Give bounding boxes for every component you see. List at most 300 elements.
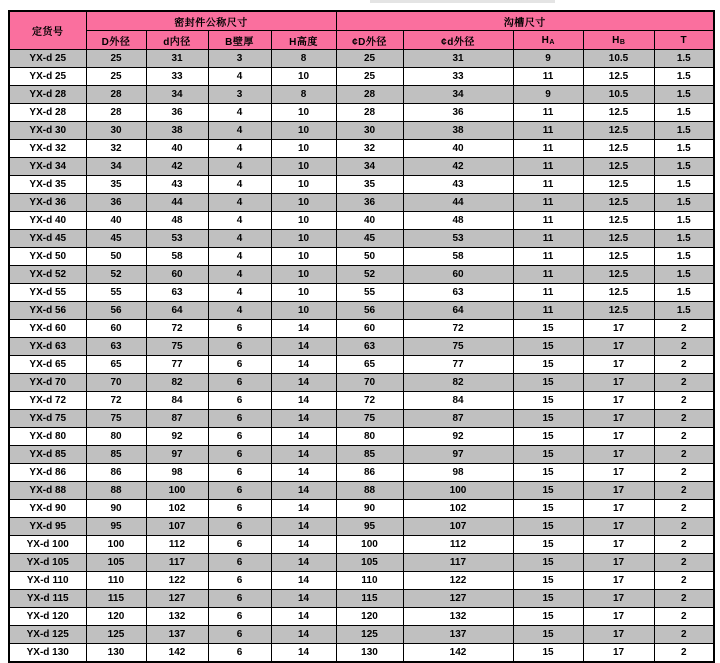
value-cell: 86 — [86, 464, 146, 482]
order-no-cell: YX-d 88 — [9, 482, 86, 500]
value-cell: 107 — [403, 518, 513, 536]
value-cell: 95 — [86, 518, 146, 536]
value-cell: 10 — [271, 104, 336, 122]
header-col-b-thickness: B壁厚 — [208, 31, 271, 50]
value-cell: 34 — [403, 86, 513, 104]
order-no-cell: YX-d 72 — [9, 392, 86, 410]
value-cell: 12.5 — [583, 176, 654, 194]
value-cell: 36 — [146, 104, 208, 122]
value-cell: 100 — [336, 536, 403, 554]
value-cell: 17 — [583, 320, 654, 338]
hb-main: H — [612, 34, 620, 46]
value-cell: 40 — [403, 140, 513, 158]
value-cell: 17 — [583, 572, 654, 590]
order-no-cell: YX-d 125 — [9, 626, 86, 644]
order-no-cell: YX-d 90 — [9, 500, 86, 518]
value-cell: 63 — [336, 338, 403, 356]
value-cell: 137 — [403, 626, 513, 644]
value-cell: 43 — [146, 176, 208, 194]
value-cell: 15 — [513, 626, 583, 644]
table-row — [9, 500, 714, 518]
value-cell: 97 — [403, 446, 513, 464]
value-cell: 44 — [403, 194, 513, 212]
value-cell: 90 — [336, 500, 403, 518]
value-cell: 15 — [513, 338, 583, 356]
value-cell: 15 — [513, 428, 583, 446]
value-cell: 50 — [86, 248, 146, 266]
order-no-cell: YX-d 115 — [9, 590, 86, 608]
value-cell: 34 — [146, 86, 208, 104]
value-cell: 100 — [146, 482, 208, 500]
value-cell: 56 — [336, 302, 403, 320]
value-cell: 58 — [146, 248, 208, 266]
value-cell: 2 — [654, 428, 714, 446]
value-cell: 60 — [336, 320, 403, 338]
order-no-cell: YX-d 25 — [9, 50, 86, 68]
value-cell: 6 — [208, 428, 271, 446]
value-cell: 15 — [513, 374, 583, 392]
value-cell: 14 — [271, 338, 336, 356]
value-cell: 102 — [403, 500, 513, 518]
value-cell: 95 — [336, 518, 403, 536]
value-cell: 60 — [403, 266, 513, 284]
value-cell: 31 — [146, 50, 208, 68]
value-cell: 12.5 — [583, 68, 654, 86]
value-cell: 17 — [583, 590, 654, 608]
value-cell: 6 — [208, 464, 271, 482]
value-cell: 2 — [654, 536, 714, 554]
value-cell: 132 — [403, 608, 513, 626]
table-row — [9, 356, 714, 374]
value-cell: 63 — [146, 284, 208, 302]
table-row — [9, 392, 714, 410]
value-cell: 36 — [403, 104, 513, 122]
value-cell: 14 — [271, 464, 336, 482]
value-cell: 17 — [583, 410, 654, 428]
value-cell: 117 — [146, 554, 208, 572]
value-cell: 12.5 — [583, 104, 654, 122]
value-cell: 4 — [208, 230, 271, 248]
value-cell: 88 — [336, 482, 403, 500]
value-cell: 107 — [146, 518, 208, 536]
header-order-no: 定货号 — [9, 11, 86, 50]
value-cell: 15 — [513, 644, 583, 663]
value-cell: 11 — [513, 284, 583, 302]
value-cell: 14 — [271, 482, 336, 500]
value-cell: 90 — [86, 500, 146, 518]
order-no-cell: YX-d 36 — [9, 194, 86, 212]
value-cell: 1.5 — [654, 158, 714, 176]
value-cell: 87 — [403, 410, 513, 428]
value-cell: 35 — [336, 176, 403, 194]
order-no-cell: YX-d 52 — [9, 266, 86, 284]
value-cell: 42 — [403, 158, 513, 176]
value-cell: 15 — [513, 320, 583, 338]
header-group-row — [9, 11, 714, 31]
value-cell: 17 — [583, 428, 654, 446]
value-cell: 17 — [583, 374, 654, 392]
value-cell: 11 — [513, 266, 583, 284]
value-cell: 2 — [654, 320, 714, 338]
value-cell: 30 — [86, 122, 146, 140]
value-cell: 15 — [513, 356, 583, 374]
table-row — [9, 194, 714, 212]
value-cell: 40 — [336, 212, 403, 230]
value-cell: 14 — [271, 320, 336, 338]
table-row — [9, 554, 714, 572]
value-cell: 52 — [336, 266, 403, 284]
order-no-cell: YX-d 55 — [9, 284, 86, 302]
value-cell: 14 — [271, 626, 336, 644]
table-row — [9, 608, 714, 626]
value-cell: 72 — [336, 392, 403, 410]
value-cell: 6 — [208, 518, 271, 536]
order-no-cell: YX-d 80 — [9, 428, 86, 446]
value-cell: 6 — [208, 482, 271, 500]
value-cell: 15 — [513, 392, 583, 410]
value-cell: 15 — [513, 518, 583, 536]
value-cell: 25 — [86, 68, 146, 86]
value-cell: 110 — [336, 572, 403, 590]
header-col-t: T — [654, 31, 714, 50]
value-cell: 117 — [403, 554, 513, 572]
value-cell: 1.5 — [654, 284, 714, 302]
value-cell: 2 — [654, 590, 714, 608]
value-cell: 15 — [513, 536, 583, 554]
value-cell: 40 — [146, 140, 208, 158]
hb-subscript: B — [619, 38, 625, 46]
value-cell: 115 — [336, 590, 403, 608]
order-no-cell: YX-d 45 — [9, 230, 86, 248]
top-edge-artifact — [370, 0, 555, 3]
value-cell: 17 — [583, 446, 654, 464]
table-row — [9, 230, 714, 248]
value-cell: 132 — [146, 608, 208, 626]
value-cell: 105 — [86, 554, 146, 572]
value-cell: 12.5 — [583, 140, 654, 158]
order-no-cell: YX-d 100 — [9, 536, 86, 554]
table-row — [9, 572, 714, 590]
value-cell: 80 — [336, 428, 403, 446]
value-cell: 6 — [208, 572, 271, 590]
header-col-d-inner: d内径 — [146, 31, 208, 50]
header-column-row — [9, 31, 714, 50]
value-cell: 1.5 — [654, 50, 714, 68]
value-cell: 65 — [336, 356, 403, 374]
order-no-cell: YX-d 86 — [9, 464, 86, 482]
value-cell: 11 — [513, 302, 583, 320]
table-row — [9, 464, 714, 482]
order-no-cell: YX-d 65 — [9, 356, 86, 374]
value-cell: 2 — [654, 446, 714, 464]
table-row — [9, 68, 714, 86]
value-cell: 12.5 — [583, 302, 654, 320]
value-cell: 125 — [336, 626, 403, 644]
value-cell: 4 — [208, 158, 271, 176]
value-cell: 10 — [271, 158, 336, 176]
value-cell: 120 — [86, 608, 146, 626]
value-cell: 36 — [336, 194, 403, 212]
value-cell: 6 — [208, 392, 271, 410]
value-cell: 77 — [403, 356, 513, 374]
value-cell: 63 — [403, 284, 513, 302]
value-cell: 12.5 — [583, 248, 654, 266]
value-cell: 2 — [654, 554, 714, 572]
value-cell: 58 — [403, 248, 513, 266]
table-row — [9, 374, 714, 392]
value-cell: 75 — [336, 410, 403, 428]
value-cell: 2 — [654, 644, 714, 663]
value-cell: 4 — [208, 266, 271, 284]
value-cell: 6 — [208, 590, 271, 608]
value-cell: 4 — [208, 140, 271, 158]
order-no-cell: YX-d 40 — [9, 212, 86, 230]
value-cell: 9 — [513, 86, 583, 104]
value-cell: 10 — [271, 176, 336, 194]
table-row — [9, 518, 714, 536]
value-cell: 130 — [336, 644, 403, 663]
order-no-cell: YX-d 85 — [9, 446, 86, 464]
value-cell: 55 — [336, 284, 403, 302]
value-cell: 1.5 — [654, 86, 714, 104]
table-row — [9, 644, 714, 663]
value-cell: 30 — [336, 122, 403, 140]
value-cell: 115 — [86, 590, 146, 608]
value-cell: 1.5 — [654, 212, 714, 230]
value-cell: 60 — [146, 266, 208, 284]
value-cell: 1.5 — [654, 266, 714, 284]
value-cell: 53 — [146, 230, 208, 248]
table-row — [9, 86, 714, 104]
value-cell: 122 — [403, 572, 513, 590]
value-cell: 15 — [513, 590, 583, 608]
header-col-ha — [513, 31, 583, 50]
value-cell: 17 — [583, 338, 654, 356]
value-cell: 2 — [654, 464, 714, 482]
value-cell: 4 — [208, 248, 271, 266]
table-row — [9, 626, 714, 644]
value-cell: 25 — [86, 50, 146, 68]
order-no-cell: YX-d 34 — [9, 158, 86, 176]
value-cell: 2 — [654, 338, 714, 356]
value-cell: 86 — [336, 464, 403, 482]
value-cell: 142 — [146, 644, 208, 663]
value-cell: 17 — [583, 464, 654, 482]
value-cell: 6 — [208, 644, 271, 663]
value-cell: 15 — [513, 500, 583, 518]
value-cell: 35 — [86, 176, 146, 194]
header-seal-group: 密封件公称尺寸 — [86, 11, 336, 31]
header-col-groove-d-inner: ¢d外径 — [403, 31, 513, 50]
value-cell: 52 — [86, 266, 146, 284]
value-cell: 112 — [146, 536, 208, 554]
value-cell: 4 — [208, 68, 271, 86]
value-cell: 14 — [271, 410, 336, 428]
value-cell: 127 — [403, 590, 513, 608]
value-cell: 14 — [271, 374, 336, 392]
value-cell: 12.5 — [583, 266, 654, 284]
table-row — [9, 158, 714, 176]
value-cell: 2 — [654, 500, 714, 518]
table-row — [9, 284, 714, 302]
value-cell: 11 — [513, 212, 583, 230]
value-cell: 70 — [86, 374, 146, 392]
value-cell: 105 — [336, 554, 403, 572]
value-cell: 10 — [271, 302, 336, 320]
value-cell: 85 — [86, 446, 146, 464]
value-cell: 15 — [513, 464, 583, 482]
value-cell: 120 — [336, 608, 403, 626]
table-row — [9, 338, 714, 356]
order-no-cell: YX-d 70 — [9, 374, 86, 392]
value-cell: 17 — [583, 536, 654, 554]
value-cell: 125 — [86, 626, 146, 644]
value-cell: 98 — [403, 464, 513, 482]
order-no-cell: YX-d 28 — [9, 86, 86, 104]
value-cell: 1.5 — [654, 176, 714, 194]
table-row — [9, 176, 714, 194]
value-cell: 11 — [513, 158, 583, 176]
order-no-cell: YX-d 25 — [9, 68, 86, 86]
value-cell: 1.5 — [654, 140, 714, 158]
value-cell: 10 — [271, 68, 336, 86]
value-cell: 2 — [654, 608, 714, 626]
value-cell: 15 — [513, 482, 583, 500]
value-cell: 72 — [146, 320, 208, 338]
value-cell: 1.5 — [654, 122, 714, 140]
value-cell: 64 — [403, 302, 513, 320]
value-cell: 8 — [271, 86, 336, 104]
table-row — [9, 590, 714, 608]
value-cell: 10 — [271, 212, 336, 230]
order-no-cell: YX-d 105 — [9, 554, 86, 572]
ha-main: H — [541, 34, 550, 46]
value-cell: 9 — [513, 50, 583, 68]
value-cell: 80 — [86, 428, 146, 446]
value-cell: 6 — [208, 500, 271, 518]
table-row — [9, 320, 714, 338]
value-cell: 12.5 — [583, 158, 654, 176]
table-header — [9, 11, 714, 50]
value-cell: 32 — [336, 140, 403, 158]
value-cell: 70 — [336, 374, 403, 392]
value-cell: 11 — [513, 140, 583, 158]
value-cell: 38 — [146, 122, 208, 140]
value-cell: 14 — [271, 536, 336, 554]
value-cell: 10 — [271, 230, 336, 248]
table-row — [9, 50, 714, 68]
value-cell: 92 — [403, 428, 513, 446]
value-cell: 14 — [271, 392, 336, 410]
value-cell: 100 — [86, 536, 146, 554]
value-cell: 10 — [271, 248, 336, 266]
table-row — [9, 302, 714, 320]
value-cell: 17 — [583, 644, 654, 663]
value-cell: 15 — [513, 446, 583, 464]
value-cell: 12.5 — [583, 122, 654, 140]
header-col-d-outer: D外径 — [86, 31, 146, 50]
value-cell: 100 — [403, 482, 513, 500]
value-cell: 77 — [146, 356, 208, 374]
table-row — [9, 536, 714, 554]
value-cell: 43 — [403, 176, 513, 194]
value-cell: 75 — [403, 338, 513, 356]
value-cell: 14 — [271, 590, 336, 608]
value-cell: 14 — [271, 518, 336, 536]
value-cell: 55 — [86, 284, 146, 302]
ha-subscript: A — [549, 38, 555, 46]
value-cell: 6 — [208, 410, 271, 428]
table-row — [9, 482, 714, 500]
value-cell: 2 — [654, 392, 714, 410]
value-cell: 14 — [271, 356, 336, 374]
value-cell: 14 — [271, 554, 336, 572]
value-cell: 1.5 — [654, 104, 714, 122]
value-cell: 6 — [208, 626, 271, 644]
value-cell: 12.5 — [583, 212, 654, 230]
value-cell: 92 — [146, 428, 208, 446]
table-row — [9, 446, 714, 464]
value-cell: 12.5 — [583, 194, 654, 212]
value-cell: 82 — [146, 374, 208, 392]
value-cell: 84 — [146, 392, 208, 410]
order-no-cell: YX-d 32 — [9, 140, 86, 158]
table-row — [9, 248, 714, 266]
value-cell: 11 — [513, 176, 583, 194]
table-row — [9, 104, 714, 122]
order-no-cell: YX-d 63 — [9, 338, 86, 356]
value-cell: 15 — [513, 554, 583, 572]
value-cell: 127 — [146, 590, 208, 608]
order-no-cell: YX-d 60 — [9, 320, 86, 338]
value-cell: 34 — [86, 158, 146, 176]
value-cell: 11 — [513, 68, 583, 86]
value-cell: 12.5 — [583, 284, 654, 302]
order-no-cell: YX-d 95 — [9, 518, 86, 536]
value-cell: 112 — [403, 536, 513, 554]
value-cell: 14 — [271, 446, 336, 464]
value-cell: 2 — [654, 572, 714, 590]
table-row — [9, 122, 714, 140]
value-cell: 10.5 — [583, 50, 654, 68]
value-cell: 42 — [146, 158, 208, 176]
value-cell: 1.5 — [654, 230, 714, 248]
value-cell: 10 — [271, 140, 336, 158]
order-no-cell: YX-d 110 — [9, 572, 86, 590]
value-cell: 11 — [513, 104, 583, 122]
value-cell: 14 — [271, 428, 336, 446]
value-cell: 17 — [583, 626, 654, 644]
value-cell: 137 — [146, 626, 208, 644]
value-cell: 6 — [208, 608, 271, 626]
value-cell: 14 — [271, 572, 336, 590]
value-cell: 4 — [208, 194, 271, 212]
header-col-groove-d-outer: ¢D外径 — [336, 31, 403, 50]
value-cell: 75 — [86, 410, 146, 428]
value-cell: 17 — [583, 518, 654, 536]
value-cell: 4 — [208, 176, 271, 194]
value-cell: 84 — [403, 392, 513, 410]
header-col-h-height: H高度 — [271, 31, 336, 50]
value-cell: 1.5 — [654, 302, 714, 320]
table-body — [9, 50, 714, 663]
value-cell: 6 — [208, 554, 271, 572]
value-cell: 25 — [336, 68, 403, 86]
value-cell: 11 — [513, 248, 583, 266]
value-cell: 2 — [654, 410, 714, 428]
order-no-cell: YX-d 56 — [9, 302, 86, 320]
value-cell: 28 — [86, 104, 146, 122]
